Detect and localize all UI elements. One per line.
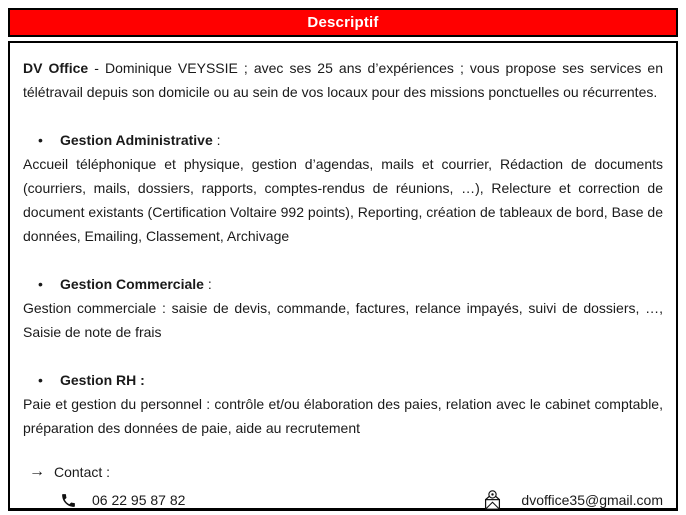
section-title-suffix: : <box>212 132 221 148</box>
phone-number: 06 22 95 87 82 <box>92 492 186 508</box>
section-gestion-rh <box>23 368 663 440</box>
contact-label: Contact : <box>54 464 111 480</box>
email-address: dvoffice35@gmail.com <box>521 492 663 508</box>
section-heading <box>23 272 663 296</box>
section-body: Paie et gestion du personnel : contrôle et/ou élaboration des paies, relation avec le cabinet comptable, préparation des données de paie, aide au recrutement <box>23 396 663 436</box>
section-gestion-administrative <box>23 128 663 248</box>
contact-heading-row <box>23 460 663 484</box>
phone-group <box>60 488 185 512</box>
section-body: Accueil téléphonique et physique, gestion d’agendas, mails et courrier, Rédaction de documents (courriers, mails, dossiers, rapports, comptes-rendus de réunions, …), Relecture et correction de document existants (Certification Voltaire 992 points), Reporting, création de tableaux de bord, Base de données, Emailing, Classement, Archivage <box>23 156 663 244</box>
contact-block <box>23 460 663 512</box>
bullet-icon: • <box>38 276 43 292</box>
section-heading <box>23 128 663 152</box>
contact-details-row <box>23 488 663 512</box>
intro-paragraph <box>23 56 663 104</box>
page-title: Descriptif <box>307 14 379 31</box>
bullet-icon: • <box>38 132 43 148</box>
header-banner <box>8 8 678 37</box>
content-box <box>8 41 678 511</box>
bullet-icon: • <box>38 372 43 388</box>
envelope-seal-icon <box>483 489 502 512</box>
section-title-suffix: : <box>203 276 212 292</box>
section-title: Gestion RH : <box>60 372 145 388</box>
section-title: Gestion Administrative <box>60 132 213 148</box>
email-group <box>483 488 663 512</box>
arrow-icon: → <box>29 463 45 480</box>
brand-name: DV Office <box>23 60 89 76</box>
section-body: Gestion commerciale : saisie de devis, commande, factures, relance impayés, suivi de dossiers, …, Saisie de note de frais <box>23 300 663 340</box>
intro-text: - Dominique VEYSSIE ; avec ses 25 ans d’expériences ; vous propose ses services en télétravail depuis son domicile ou au sein de vos locaux pour des missions ponctuelles ou récurrentes. <box>23 60 664 100</box>
phone-icon <box>60 492 77 509</box>
section-gestion-commerciale <box>23 272 663 344</box>
section-heading <box>23 368 663 392</box>
section-title: Gestion Commerciale <box>60 276 204 292</box>
